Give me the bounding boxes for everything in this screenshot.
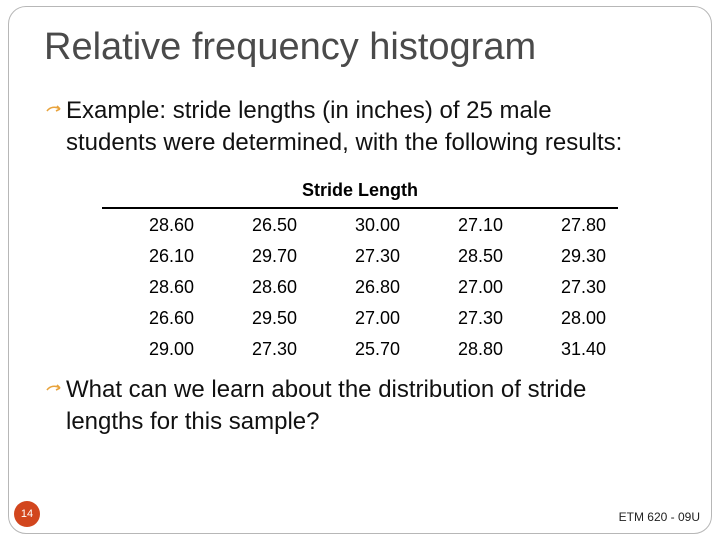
bullet-example-text-2: students were determined, with the following results: (66, 129, 623, 156)
table-cell: 29.50 (251, 308, 298, 328)
stride-length-table (120, 210, 635, 365)
table-cell: 28.60 (148, 215, 195, 235)
table-cell: 27.80 (560, 215, 607, 235)
bullet-example-text-1: Example: stride lengths (in inches) of 25 male (66, 97, 552, 124)
bullet-question (44, 374, 586, 438)
table-cell: 28.60 (148, 277, 195, 297)
slide-title: Relative frequency histogram (44, 26, 537, 68)
table-cell: 26.10 (148, 246, 195, 266)
table-cell: 27.30 (457, 308, 504, 328)
table-cell: 28.00 (560, 308, 607, 328)
table-cell: 29.30 (560, 246, 607, 266)
table-cell: 27.00 (354, 308, 401, 328)
table-cell: 28.50 (457, 246, 504, 266)
table-cell: 28.60 (251, 277, 298, 297)
table-row (120, 210, 635, 241)
footer-course-label: ETM 620 - 09U (618, 510, 700, 524)
table-cell: 27.30 (354, 246, 401, 266)
page-number-badge: 14 (14, 501, 40, 527)
table-cell: 27.00 (457, 277, 504, 297)
table-cell: 29.00 (148, 339, 195, 359)
table-row (120, 272, 635, 303)
table-cell: 27.10 (457, 215, 504, 235)
table-header-rule (102, 207, 618, 209)
table-cell: 26.80 (354, 277, 401, 297)
table-cell: 31.40 (560, 339, 607, 359)
table-cell: 29.70 (251, 246, 298, 266)
bullet-question-text-1: What can we learn about the distribution of stride (66, 376, 587, 403)
table-cell: 27.30 (560, 277, 607, 297)
bullet-example (44, 95, 622, 159)
table-row (120, 241, 635, 272)
table-cell: 26.50 (251, 215, 298, 235)
table-row (120, 334, 635, 365)
table-cell: 27.30 (251, 339, 298, 359)
bullet-question-text-2: lengths for this sample? (66, 408, 320, 435)
table-cell: 30.00 (354, 215, 401, 235)
table-row (120, 303, 635, 334)
table-cell: 28.80 (457, 339, 504, 359)
table-title: Stride Length (302, 180, 418, 200)
table-cell: 25.70 (354, 339, 401, 359)
table-cell: 26.60 (148, 308, 195, 328)
